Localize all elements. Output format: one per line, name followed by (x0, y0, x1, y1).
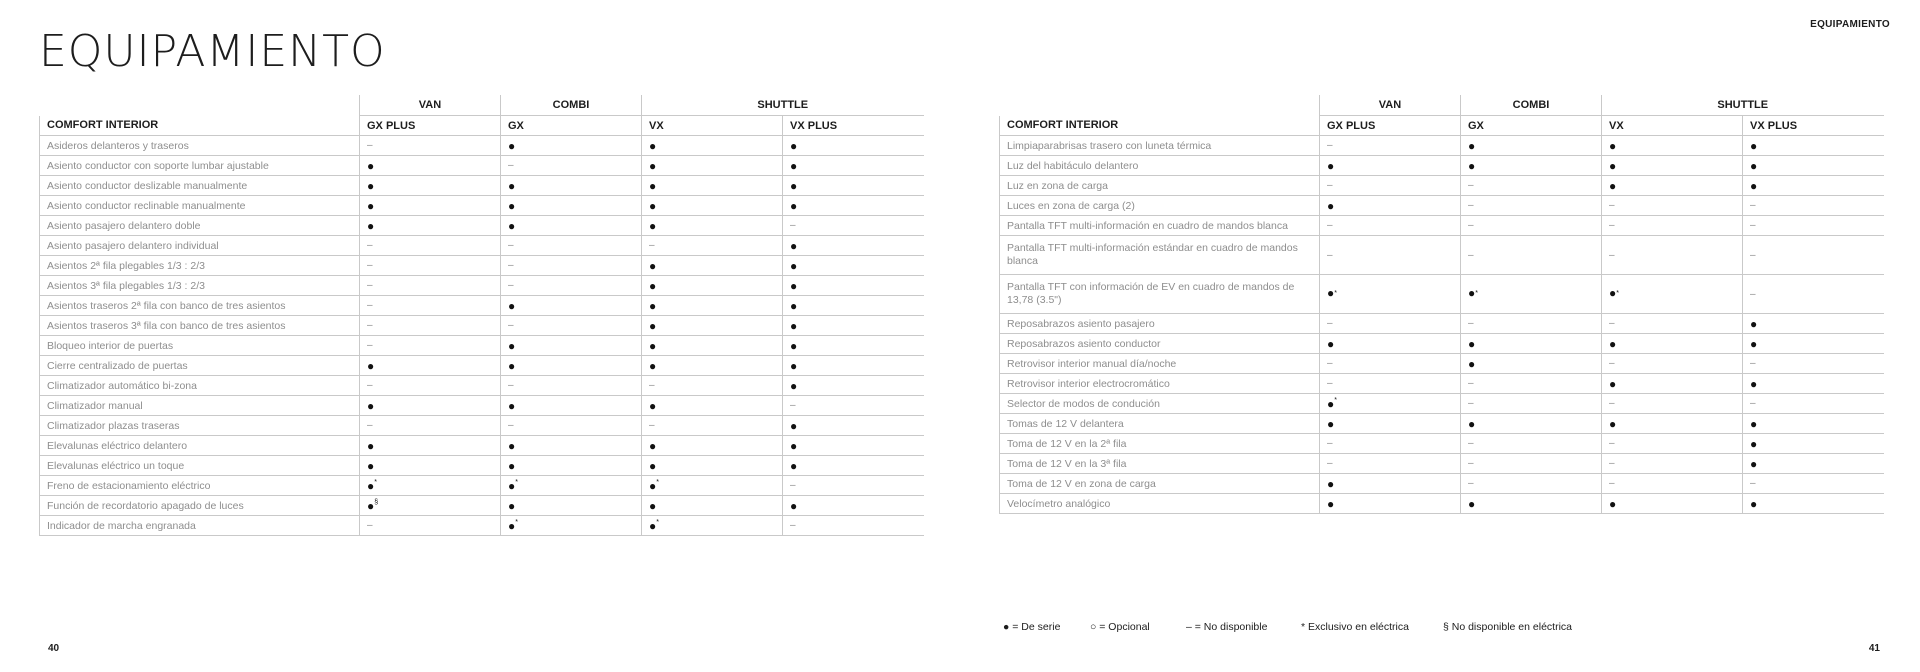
feature-value: – (501, 236, 642, 256)
feature-value: ● (783, 156, 924, 176)
feature-name: Toma de 12 V en la 2ª fila (1000, 434, 1320, 454)
feature-value: – (642, 416, 783, 436)
feature-name: Asientos traseros 3ª fila con banco de tres asientos (40, 316, 360, 336)
feature-value: ● (501, 456, 642, 476)
table-row (40, 436, 924, 456)
feature-value: ● (783, 456, 924, 476)
feature-value: – (360, 276, 501, 296)
column-header: GX (501, 116, 642, 136)
column-header: VX (642, 116, 783, 136)
feature-value: – (1602, 236, 1743, 275)
table-row (1000, 414, 1884, 434)
feature-value: ● (1461, 414, 1602, 434)
feature-value: – (1320, 314, 1461, 334)
feature-value: ● (783, 276, 924, 296)
legend-electric-exclusive: * Exclusivo en eléctrica (1301, 621, 1409, 633)
group-van: VAN (360, 95, 501, 116)
feature-value: – (1320, 136, 1461, 156)
equipment-table-right (999, 95, 1884, 514)
feature-value: ● (642, 496, 783, 516)
feature-name: Reposabrazos asiento conductor (1000, 334, 1320, 354)
feature-value: – (783, 516, 924, 536)
equipment-table-left (39, 95, 924, 536)
feature-value: ● (642, 196, 783, 216)
feature-name: Asideros delanteros y traseros (40, 136, 360, 156)
feature-name: Luz del habitáculo delantero (1000, 156, 1320, 176)
feature-value: – (360, 136, 501, 156)
feature-value: – (1602, 354, 1743, 374)
feature-value: ● (360, 196, 501, 216)
feature-value: – (1743, 354, 1884, 374)
feature-name: Elevalunas eléctrico delantero (40, 436, 360, 456)
feature-value: – (1320, 454, 1461, 474)
feature-name: Pantalla TFT multi-información en cuadro de mandos blanca (1000, 216, 1320, 236)
group-van: VAN (1320, 95, 1461, 116)
feature-value: ● (783, 316, 924, 336)
feature-name: Indicador de marcha engranada (40, 516, 360, 536)
feature-value: ● (1320, 474, 1461, 494)
feature-value: ●* (1461, 275, 1602, 314)
feature-value: ● (501, 136, 642, 156)
feature-value: ● (501, 196, 642, 216)
feature-value: – (783, 476, 924, 496)
feature-value: ● (642, 176, 783, 196)
table-row (40, 496, 924, 516)
feature-value: – (1743, 236, 1884, 275)
feature-name: Asiento pasajero delantero individual (40, 236, 360, 256)
feature-value: ● (1743, 414, 1884, 434)
feature-name: Toma de 12 V en la 3ª fila (1000, 454, 1320, 474)
feature-value: ● (783, 336, 924, 356)
feature-value: ● (642, 336, 783, 356)
table-row (40, 216, 924, 236)
column-header: GX PLUS (1320, 116, 1461, 136)
table-row (40, 196, 924, 216)
feature-value: ● (1461, 494, 1602, 514)
feature-value: ● (642, 396, 783, 416)
table-row (1000, 494, 1884, 514)
feature-value: – (360, 236, 501, 256)
feature-value: – (1461, 434, 1602, 454)
table-row (40, 476, 924, 496)
column-header: VX PLUS (783, 116, 924, 136)
feature-name: Asientos traseros 2ª fila con banco de tres asientos (40, 296, 360, 316)
feature-value: ● (1461, 334, 1602, 354)
table-row (1000, 176, 1884, 196)
feature-name: Luz en zona de carga (1000, 176, 1320, 196)
feature-value: – (1602, 314, 1743, 334)
feature-value: – (1602, 394, 1743, 414)
feature-value: – (1320, 236, 1461, 275)
feature-value: ●* (360, 476, 501, 496)
feature-value: – (1461, 196, 1602, 216)
feature-value: ● (1602, 136, 1743, 156)
feature-value: ●* (642, 476, 783, 496)
table-row (1000, 156, 1884, 176)
feature-value: – (1461, 314, 1602, 334)
feature-name: Asiento conductor con soporte lumbar ajustable (40, 156, 360, 176)
feature-value: – (1602, 474, 1743, 494)
feature-value: ● (642, 136, 783, 156)
feature-value: ● (360, 396, 501, 416)
feature-name: Pantalla TFT multi-información estándar en cuadro de mandos blanca (1000, 236, 1320, 275)
feature-value: ● (1461, 136, 1602, 156)
feature-value: ● (1461, 156, 1602, 176)
feature-value: ● (642, 256, 783, 276)
feature-name: Luces en zona de carga (2) (1000, 196, 1320, 216)
feature-value: – (501, 316, 642, 336)
feature-name: Climatizador automático bi-zona (40, 376, 360, 396)
feature-name: Asientos 3ª fila plegables 1/3 : 2/3 (40, 276, 360, 296)
feature-value: – (642, 376, 783, 396)
feature-value: ● (1743, 136, 1884, 156)
feature-value: – (1743, 394, 1884, 414)
feature-value: ● (1743, 374, 1884, 394)
feature-value: ● (501, 496, 642, 516)
feature-value: ● (501, 356, 642, 376)
feature-value: – (1461, 374, 1602, 394)
feature-value: – (501, 376, 642, 396)
feature-value: – (360, 316, 501, 336)
table-row (1000, 334, 1884, 354)
feature-value: ● (1602, 494, 1743, 514)
table-row (40, 276, 924, 296)
feature-name: Reposabrazos asiento pasajero (1000, 314, 1320, 334)
feature-value: ● (1320, 414, 1461, 434)
feature-value: – (1743, 216, 1884, 236)
feature-value: ● (1743, 314, 1884, 334)
feature-value: – (1743, 275, 1884, 314)
feature-value: ● (360, 436, 501, 456)
feature-name: Elevalunas eléctrico un toque (40, 456, 360, 476)
feature-value: ● (783, 256, 924, 276)
feature-value: ● (642, 436, 783, 456)
feature-value: ● (783, 436, 924, 456)
feature-name: Climatizador plazas traseras (40, 416, 360, 436)
table-row (1000, 216, 1884, 236)
feature-value: – (1461, 236, 1602, 275)
feature-value: – (783, 216, 924, 236)
feature-value: ● (1602, 334, 1743, 354)
column-header: VX PLUS (1743, 116, 1884, 136)
legend-optional: ○ = Opcional (1090, 621, 1150, 633)
feature-value: ● (1743, 176, 1884, 196)
feature-value: – (783, 396, 924, 416)
legend-not-in-electric: § No disponible en eléctrica (1443, 621, 1572, 633)
feature-value: – (1461, 454, 1602, 474)
feature-value: ● (501, 296, 642, 316)
feature-value: – (1320, 216, 1461, 236)
table-row (1000, 275, 1884, 314)
feature-value: ● (1743, 454, 1884, 474)
feature-value: – (1743, 474, 1884, 494)
feature-value: ● (360, 156, 501, 176)
feature-value: ● (501, 176, 642, 196)
feature-value: – (501, 276, 642, 296)
feature-value: – (1320, 176, 1461, 196)
feature-value: – (1602, 454, 1743, 474)
feature-value: ● (360, 176, 501, 196)
table-row (40, 396, 924, 416)
table-row (40, 256, 924, 276)
table-row (1000, 374, 1884, 394)
feature-name: Velocímetro analógico (1000, 494, 1320, 514)
feature-value: ●* (1320, 394, 1461, 414)
feature-value: ●* (501, 476, 642, 496)
feature-value: ● (1743, 334, 1884, 354)
feature-name: Bloqueo interior de puertas (40, 336, 360, 356)
feature-value: ● (783, 496, 924, 516)
feature-value: – (1320, 374, 1461, 394)
feature-value: ● (360, 356, 501, 376)
feature-value: – (1602, 216, 1743, 236)
page-number-right: 41 (1868, 643, 1880, 654)
feature-name: Selector de modos de condución (1000, 394, 1320, 414)
feature-name: Tomas de 12 V delantera (1000, 414, 1320, 434)
table-row (1000, 196, 1884, 216)
feature-value: – (360, 256, 501, 276)
feature-value: ● (783, 176, 924, 196)
feature-value: – (1461, 394, 1602, 414)
feature-value: – (1602, 196, 1743, 216)
section-tag: EQUIPAMIENTO (1810, 19, 1890, 30)
feature-value: – (360, 376, 501, 396)
feature-value: ● (783, 376, 924, 396)
table-row (1000, 314, 1884, 334)
feature-value: ● (783, 356, 924, 376)
feature-name: Freno de estacionamiento eléctrico (40, 476, 360, 496)
category-header: COMFORT INTERIOR (1000, 116, 1320, 136)
feature-value: ● (642, 276, 783, 296)
feature-name: Asiento conductor deslizable manualmente (40, 176, 360, 196)
group-combi: COMBI (1461, 95, 1602, 116)
table-row (1000, 354, 1884, 374)
feature-value: ●* (1320, 275, 1461, 314)
category-header: COMFORT INTERIOR (40, 116, 360, 136)
feature-name: Retrovisor interior electrocromático (1000, 374, 1320, 394)
table-row (40, 376, 924, 396)
table-row (1000, 454, 1884, 474)
table-row (40, 136, 924, 156)
feature-value: ● (783, 196, 924, 216)
table-row (40, 336, 924, 356)
feature-value: ● (783, 136, 924, 156)
table-row (40, 356, 924, 376)
feature-value: ● (1602, 156, 1743, 176)
feature-name: Asiento pasajero delantero doble (40, 216, 360, 236)
feature-value: ● (1320, 156, 1461, 176)
feature-value: ● (1320, 334, 1461, 354)
feature-value: ●* (501, 516, 642, 536)
table-row (40, 456, 924, 476)
feature-value: ● (1320, 494, 1461, 514)
page-title: EQUIPAMIENTO (39, 26, 386, 77)
table-row (40, 176, 924, 196)
feature-value: ● (642, 296, 783, 316)
feature-value: – (1461, 474, 1602, 494)
legend-not-available: – = No disponible (1186, 621, 1268, 633)
feature-value: ● (642, 316, 783, 336)
group-shuttle: SHUTTLE (1602, 95, 1884, 116)
feature-value: ● (1743, 156, 1884, 176)
feature-value: ●* (642, 516, 783, 536)
feature-value: ● (783, 296, 924, 316)
feature-value: ● (1602, 374, 1743, 394)
column-header: GX (1461, 116, 1602, 136)
feature-value: – (642, 236, 783, 256)
feature-name: Cierre centralizado de puertas (40, 356, 360, 376)
table-row (1000, 136, 1884, 156)
feature-value: ● (1602, 176, 1743, 196)
table-row (40, 236, 924, 256)
feature-name: Función de recordatorio apagado de luces (40, 496, 360, 516)
feature-value: ●* (1602, 275, 1743, 314)
feature-value: ● (360, 216, 501, 236)
column-header: VX (1602, 116, 1743, 136)
feature-value: ●§ (360, 496, 501, 516)
feature-value: ● (501, 216, 642, 236)
feature-name: Asientos 2ª fila plegables 1/3 : 2/3 (40, 256, 360, 276)
feature-value: – (1602, 434, 1743, 454)
feature-value: ● (501, 336, 642, 356)
feature-value: – (501, 256, 642, 276)
table-row (40, 316, 924, 336)
feature-value: ● (1602, 414, 1743, 434)
table-row (40, 156, 924, 176)
feature-value: – (360, 296, 501, 316)
feature-name: Asiento conductor reclinable manualmente (40, 196, 360, 216)
table-row (1000, 236, 1884, 275)
feature-value: – (501, 156, 642, 176)
feature-value: ● (642, 356, 783, 376)
table-row (1000, 434, 1884, 454)
feature-value: – (1461, 216, 1602, 236)
table-row (1000, 474, 1884, 494)
feature-value: ● (1743, 494, 1884, 514)
page-number-left: 40 (48, 643, 60, 654)
feature-value: ● (1320, 196, 1461, 216)
feature-value: – (1320, 434, 1461, 454)
feature-value: – (1743, 196, 1884, 216)
table-row (40, 416, 924, 436)
feature-value: – (1320, 354, 1461, 374)
feature-value: – (360, 336, 501, 356)
feature-value: ● (501, 396, 642, 416)
group-shuttle: SHUTTLE (642, 95, 924, 116)
feature-name: Climatizador manual (40, 396, 360, 416)
group-combi: COMBI (501, 95, 642, 116)
feature-value: ● (360, 456, 501, 476)
feature-value: ● (642, 456, 783, 476)
feature-value: ● (501, 436, 642, 456)
legend-standard: ● = De serie (1003, 621, 1061, 633)
table-row (40, 296, 924, 316)
feature-value: – (501, 416, 642, 436)
table-row (40, 516, 924, 536)
column-header: GX PLUS (360, 116, 501, 136)
feature-value: ● (783, 236, 924, 256)
feature-value: ● (783, 416, 924, 436)
table-row (1000, 394, 1884, 414)
feature-name: Retrovisor interior manual día/noche (1000, 354, 1320, 374)
feature-name: Pantalla TFT con información de EV en cuadro de mandos de 13,78 (3.5") (1000, 275, 1320, 314)
feature-value: ● (642, 216, 783, 236)
feature-value: – (1461, 176, 1602, 196)
feature-value: ● (1743, 434, 1884, 454)
feature-value: ● (1461, 354, 1602, 374)
feature-value: – (360, 416, 501, 436)
feature-name: Limpiaparabrisas trasero con luneta térmica (1000, 136, 1320, 156)
feature-value: ● (642, 156, 783, 176)
feature-value: – (360, 516, 501, 536)
feature-name: Toma de 12 V en zona de carga (1000, 474, 1320, 494)
